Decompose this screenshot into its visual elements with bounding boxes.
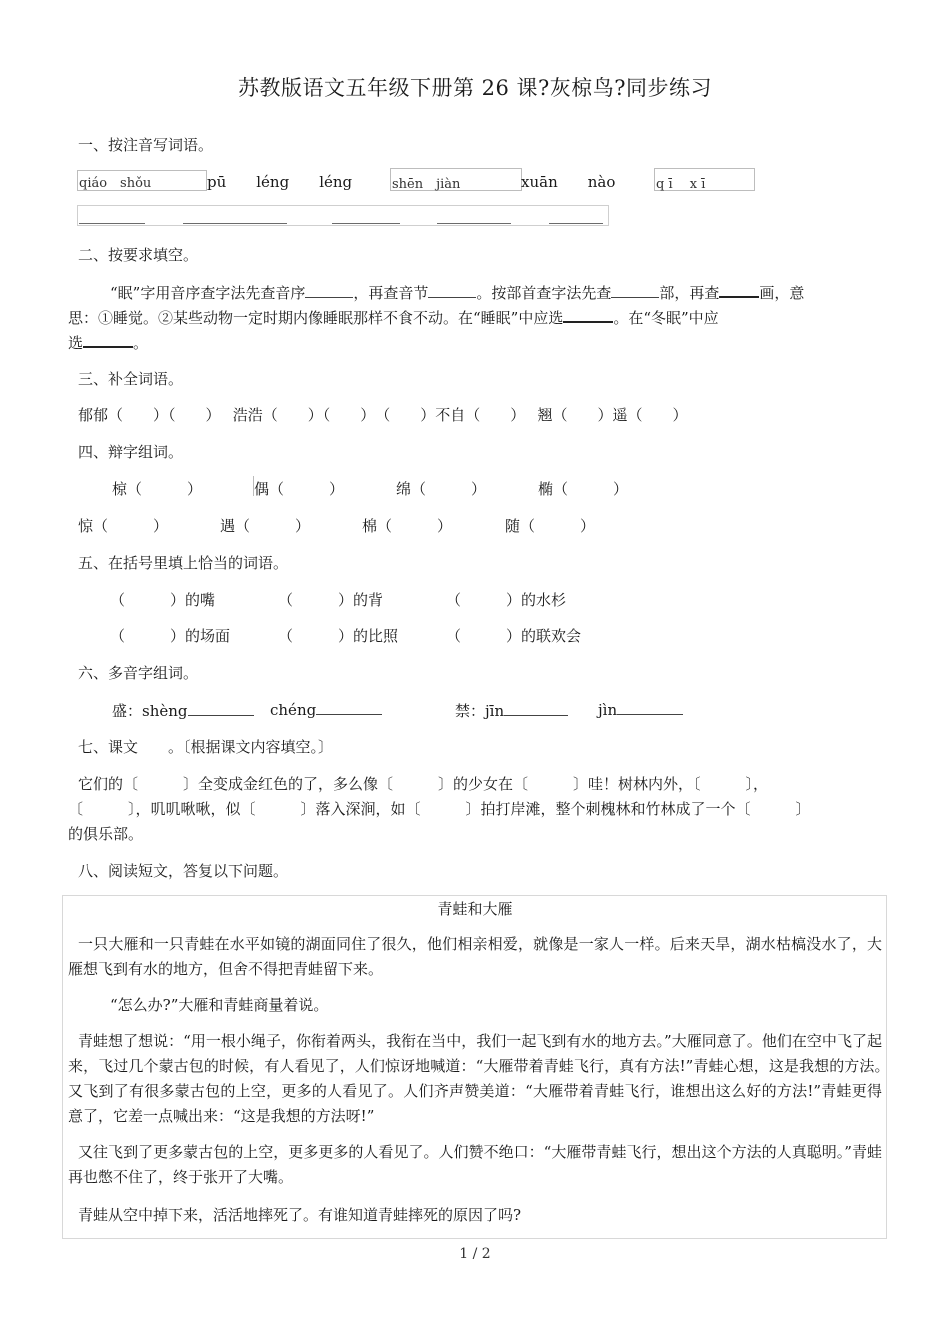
s2-text-1: “眠”字用音序查字法先查音序 bbox=[110, 284, 306, 302]
s5-item: （ ）的联欢会 bbox=[446, 627, 582, 645]
section-3-heading: 三、补全词语。 bbox=[78, 370, 184, 388]
s4-item: 遇（ ） bbox=[220, 517, 311, 535]
story-title: 青蛙和大雁 bbox=[437, 900, 513, 918]
s5-item: （ ）的水杉 bbox=[446, 591, 567, 609]
s2-line-2 bbox=[68, 307, 719, 328]
s6-jin1 bbox=[455, 700, 568, 721]
s2-text-4: 部，再查 bbox=[659, 284, 720, 302]
blank-hua[interactable] bbox=[719, 282, 759, 298]
s4-item: 偶（ ） bbox=[254, 480, 345, 498]
s2-line-1 bbox=[110, 282, 804, 303]
s7-line-2: 〔 〕，叽叽啾啾，似〔 〕落入深涧，如〔 〕拍打岸滩，整个刺槐林和竹林成了一个〔 〕 bbox=[68, 800, 811, 818]
page-title: 苏教版语文五年级下册第 26 课?灰椋鸟?同步练习 bbox=[237, 76, 713, 100]
s7-line-1: 它们的〔 〕全变成金红色的了，多么像〔 〕的少女在〔 〕哇！树林内外，〔 〕， bbox=[78, 775, 769, 793]
s2-text-7: 。在“冬眠”中应 bbox=[613, 309, 719, 327]
s2-text-9: 。 bbox=[133, 334, 149, 352]
blank-cheng[interactable] bbox=[316, 700, 382, 715]
pinyin-1: qiáo shǒu bbox=[79, 176, 152, 191]
s6-cheng-label: chéng bbox=[270, 701, 317, 719]
s2-text-5: 画，意 bbox=[759, 284, 805, 302]
s5-item: （ ）的背 bbox=[278, 591, 384, 609]
section-6-heading: 六、多音字组词。 bbox=[78, 664, 199, 682]
pinyin-4: xuān nào bbox=[521, 173, 616, 191]
section-4-heading: 四、辩字组词。 bbox=[78, 443, 184, 461]
s4-item: 绵（ ） bbox=[396, 480, 487, 498]
story-paragraph-5: 青蛙从空中掉下来，活活地摔死了。有谁知道青蛙摔死的原因了吗? bbox=[78, 1206, 522, 1224]
s6-jin4-label: jìn bbox=[598, 701, 618, 719]
s2-text-2: ，再查音节 bbox=[353, 284, 429, 302]
s2-text-3: 。按部首查字法先查 bbox=[476, 284, 612, 302]
story-paragraph-3: 青蛙想了想说：“用一根小绳子，你衔着两头，我衔在当中，我们一起飞到有水的地方去。”大雁同意了。他们在空中飞了起来，飞过几个蒙古包的时候，有人看见了，人们惊讶地喊道：“大雁带着青蛙飞行，真有方法!”青蛙心想，这是我想的方法。 又飞到了有很多蒙古包的上空，更多的人看见了。人们齐声赞美道：“大雁带着青蛙飞行，谁想出这么好的方法!”青蛙更得意了，它差一点喊出来：“这是我想的方法呀!” bbox=[68, 1032, 898, 1125]
blank-jin1[interactable] bbox=[504, 701, 568, 716]
s4-marker bbox=[253, 476, 270, 496]
pinyin-3: shēn jiàn bbox=[392, 177, 461, 192]
answer-line-4[interactable] bbox=[437, 223, 511, 224]
section-8-heading: 八、阅读短文，答复以下问题。 bbox=[78, 862, 289, 880]
s6-sheng bbox=[112, 700, 254, 721]
blank-sheng[interactable] bbox=[188, 701, 254, 716]
section-1-heading: 一、按注音写词语。 bbox=[78, 136, 214, 154]
s2-text-6: 思：①睡觉。②某些动物一定时期内像睡眠那样不食不动。在“睡眠”中应选 bbox=[68, 309, 564, 327]
section-7-heading: 七、课文 。〔根据课文内容填空。〕 bbox=[78, 738, 334, 756]
answer-line-5[interactable] bbox=[549, 223, 603, 224]
blank-dongmian[interactable] bbox=[83, 332, 133, 348]
section-5-heading: 五、在括号里填上恰当的词语。 bbox=[78, 554, 289, 572]
s3-idioms: 郁郁（ ）（ ） 浩浩（ ）（ ） （ ）不自（ ） 翘（ ）遥（ ） bbox=[78, 406, 688, 424]
blank-jin4[interactable] bbox=[617, 700, 683, 715]
s6-jin1-label: 禁：jīn bbox=[455, 702, 505, 720]
s2-text-8: 选 bbox=[68, 334, 84, 352]
story-paragraph-1: 一只大雁和一只青蛙在水平如镜的湖面同住了很久，他们相亲相爱，就像是一家人一样。后来天旱，湖水枯槁没水了，大雁想飞到有水的地方，但舍不得把青蛙留下来。 bbox=[68, 935, 882, 978]
s5-item: （ ）的比照 bbox=[278, 627, 399, 645]
s5-item: （ ）的嘴 bbox=[110, 591, 216, 609]
answer-line-1[interactable] bbox=[79, 223, 145, 224]
s4-item: 惊（ ） bbox=[78, 517, 169, 535]
answer-line-3[interactable] bbox=[332, 223, 400, 224]
blank-shuimian[interactable] bbox=[563, 307, 613, 323]
story-paragraph-2: “怎么办?”大雁和青蛙商量着说。 bbox=[110, 996, 329, 1014]
pinyin-5: q ī x ī bbox=[656, 177, 706, 192]
s6-cheng bbox=[270, 700, 382, 719]
s4-item: 椋（ ） bbox=[112, 480, 203, 498]
story-paragraph-4: 又往飞到了更多蒙古包的上空，更多更多的人看见了。人们赞不绝口：“大雁带青蛙飞行，想出这个方法的人真聪明。”青蛙再也憋不住了，终于张开了大嘴。 bbox=[68, 1143, 882, 1186]
blank-yinjie[interactable] bbox=[428, 283, 476, 298]
blank-bushou[interactable] bbox=[611, 283, 659, 298]
page-number: 1 / 2 bbox=[459, 1246, 491, 1262]
answer-line-2[interactable] bbox=[183, 223, 287, 224]
s6-sheng-label: 盛：shèng bbox=[112, 702, 188, 720]
s4-item: 随（ ） bbox=[505, 517, 596, 535]
s6-jin4 bbox=[598, 700, 683, 719]
s4-item: 椭（ ） bbox=[538, 480, 629, 498]
s2-line-3 bbox=[68, 332, 148, 353]
blank-yinxu[interactable] bbox=[305, 283, 353, 298]
pinyin-2: pū léng léng bbox=[207, 173, 353, 191]
section-2-heading: 二、按要求填空。 bbox=[78, 246, 199, 264]
s5-item: （ ）的场面 bbox=[110, 627, 231, 645]
s7-line-3: 的俱乐部。 bbox=[68, 825, 144, 843]
s4-item: 棉（ ） bbox=[362, 517, 453, 535]
